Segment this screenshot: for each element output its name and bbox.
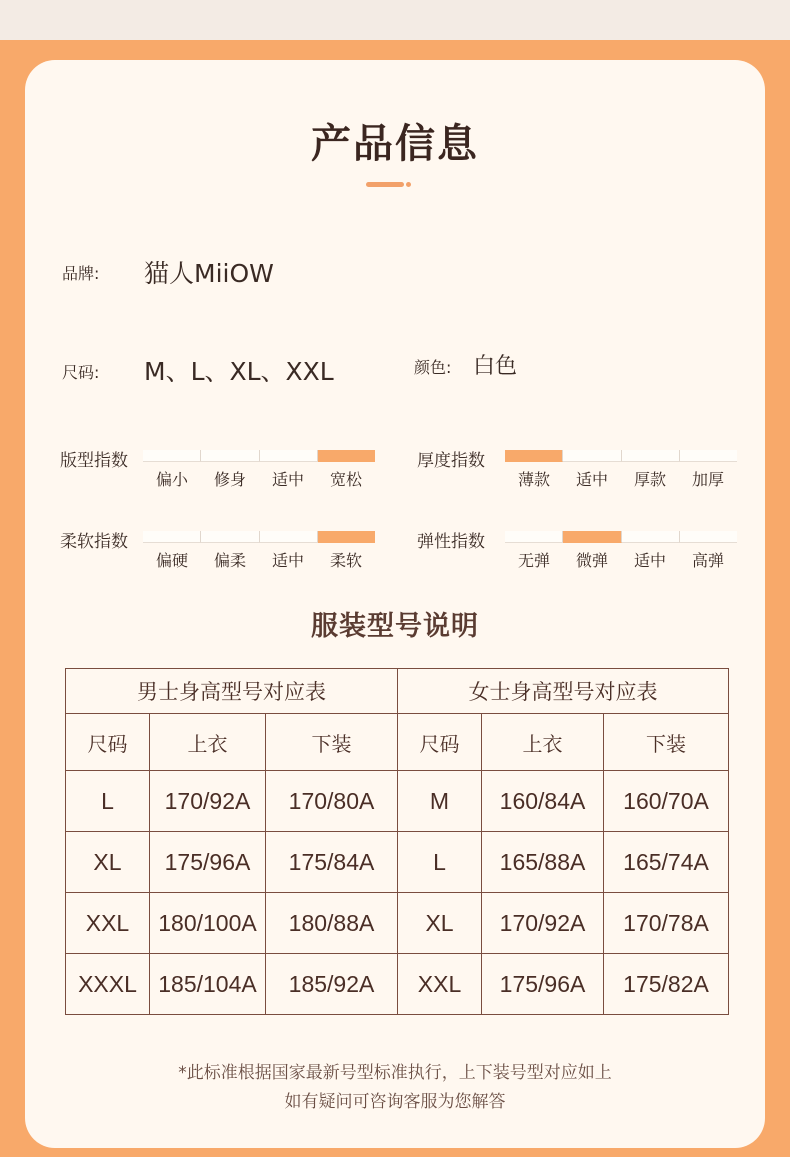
softness-option: 适中 [271, 551, 304, 570]
table-cell: L [66, 771, 150, 832]
brand-value: 猫人MiiOW [144, 259, 274, 288]
size-chart-table [65, 668, 729, 1015]
color-label: 颜色: [414, 358, 452, 377]
fit-option: 偏小 [155, 470, 188, 489]
table-row [66, 954, 729, 1015]
color-value: 白色 [473, 354, 518, 379]
title-underline-dot [406, 182, 411, 187]
women-table-title: 女士身高型号对应表 [398, 669, 729, 714]
top-strip [0, 0, 790, 40]
elasticity-scale-segment [563, 531, 621, 543]
table-row [66, 771, 729, 832]
elasticity-option: 无弹 [517, 551, 550, 570]
footnote-standard: *此标准根据国家最新号型标准执行，上下装号型对应如上 [178, 1063, 612, 1083]
column-header: 上衣 [150, 714, 266, 771]
elasticity-scale-segment [505, 531, 563, 543]
fit-option: 修身 [213, 470, 246, 489]
table-cell: 170/92A [482, 893, 604, 954]
elasticity-option: 微弹 [575, 551, 608, 570]
table-cell: L [398, 832, 482, 893]
fit-index-scale [143, 450, 375, 462]
table-row [66, 832, 729, 893]
table-cell: 185/92A [266, 954, 398, 1015]
softness-option: 柔软 [329, 551, 362, 570]
fit-index-label: 版型指数 [60, 451, 128, 471]
table-group-header-row [66, 669, 729, 714]
table-cell: M [398, 771, 482, 832]
table-cell: 160/70A [604, 771, 729, 832]
table-cell: 175/84A [266, 832, 398, 893]
elasticity-scale-segment [622, 531, 680, 543]
softness-option: 偏柔 [213, 551, 246, 570]
table-cell: 175/82A [604, 954, 729, 1015]
elasticity-index-options [505, 548, 737, 571]
softness-index-scale [143, 531, 375, 543]
table-cell: 165/88A [482, 832, 604, 893]
thickness-option: 厚款 [633, 470, 666, 489]
column-header: 尺码 [66, 714, 150, 771]
elasticity-index-label: 弹性指数 [417, 532, 485, 552]
table-cell: 160/84A [482, 771, 604, 832]
thickness-index-scale [505, 450, 737, 462]
thickness-scale-segment [563, 450, 621, 462]
table-cell: 180/100A [150, 893, 266, 954]
elasticity-scale-segment [680, 531, 737, 543]
thickness-scale-segment [622, 450, 680, 462]
fit-scale-segment [143, 450, 201, 462]
thickness-option: 加厚 [691, 470, 724, 489]
table-cell: 175/96A [482, 954, 604, 1015]
softness-index-label: 柔软指数 [60, 532, 128, 552]
table-cell: 180/88A [266, 893, 398, 954]
column-header: 上衣 [482, 714, 604, 771]
table-cell: 170/92A [150, 771, 266, 832]
size-guide-title: 服装型号说明 [311, 611, 479, 642]
fit-scale-segment [318, 450, 375, 462]
softness-scale-segment [318, 531, 375, 543]
fit-scale-segment [260, 450, 318, 462]
table-cell: XL [66, 832, 150, 893]
table-cell: 170/80A [266, 771, 398, 832]
elasticity-option: 适中 [633, 551, 666, 570]
thickness-index-label: 厚度指数 [417, 451, 485, 471]
table-cell: XL [398, 893, 482, 954]
table-cell: 165/74A [604, 832, 729, 893]
thickness-scale-segment [680, 450, 737, 462]
brand-label: 品牌: [62, 264, 100, 283]
page-title: 产品信息 [311, 121, 479, 167]
fit-index-options [143, 467, 375, 490]
table-cell: XXXL [66, 954, 150, 1015]
size-label: 尺码: [62, 363, 100, 382]
table-cell: XXL [66, 893, 150, 954]
thickness-option: 适中 [575, 470, 608, 489]
softness-option: 偏硬 [155, 551, 188, 570]
column-header: 下装 [604, 714, 729, 771]
column-header: 尺码 [398, 714, 482, 771]
fit-option: 宽松 [329, 470, 362, 489]
fit-option: 适中 [271, 470, 304, 489]
table-column-header-row [66, 714, 729, 771]
table-cell: 185/104A [150, 954, 266, 1015]
softness-scale-segment [260, 531, 318, 543]
table-cell: XXL [398, 954, 482, 1015]
thickness-index-options [505, 467, 737, 490]
thickness-option: 薄款 [517, 470, 550, 489]
softness-scale-segment [201, 531, 259, 543]
footnote-contact: 如有疑问可咨询客服为您解答 [284, 1092, 506, 1112]
table-row [66, 893, 729, 954]
softness-scale-segment [143, 531, 201, 543]
thickness-scale-segment [505, 450, 563, 462]
men-table-title: 男士身高型号对应表 [66, 669, 398, 714]
title-underline [366, 182, 404, 187]
elasticity-index-scale [505, 531, 737, 543]
column-header: 下装 [266, 714, 398, 771]
softness-index-options [143, 548, 375, 571]
elasticity-option: 高弹 [691, 551, 724, 570]
table-cell: 175/96A [150, 832, 266, 893]
table-cell: 170/78A [604, 893, 729, 954]
fit-scale-segment [201, 450, 259, 462]
size-value: M、L、XL、XXL [144, 357, 334, 386]
